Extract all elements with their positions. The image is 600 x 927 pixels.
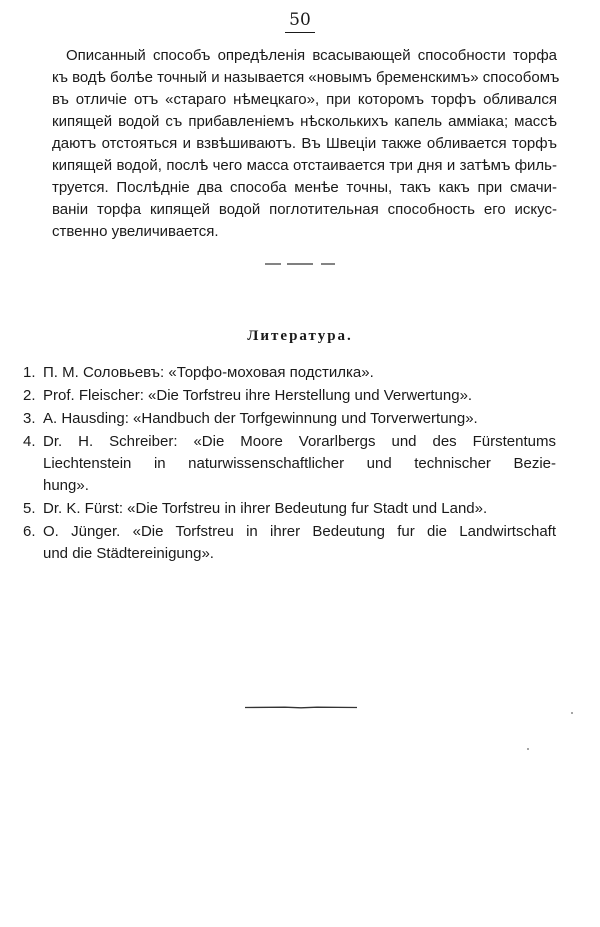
paragraph-line: въ отличіе отъ «стараго нѣмецкаго», при которомъ торфъ обливался [52,91,557,108]
paragraph-line: даютъ отстояться и взвѣшиваютъ. Въ Швеціи также обливается торфъ [52,135,557,152]
section-divider-ornament [265,262,335,266]
literature-item [23,431,556,497]
literature-item [23,408,556,430]
paragraph-line: къ водѣ болѣе точный и называется «новымъ бременскимъ» способомъ [52,69,560,86]
literature-item-text: П. М. Соловьевъ: «Торфо-моховая подстилка». [43,364,374,381]
literature-item [23,498,556,520]
literature-item-number: 2. [23,387,36,404]
literature-item-text: Dr. H. Schreiber: «Die Moore Vorarlbergs und des Fürstentums [43,433,556,450]
main-paragraph [52,45,560,243]
paragraph-line: кипящей водой съ прибавленіемъ нѣсколькихъ капель амміака; массѣ [52,113,557,130]
literature-item-text: Prof. Fleischer: «Die Torfstreu ihre Herstellung und Verwertung». [43,387,473,404]
literature-list [23,362,556,566]
paragraph-line: ственно увеличивается. [52,223,219,240]
literature-item-number: 1. [23,364,36,381]
literature-item-text: Dr. K. Fürst: «Die Torfstreu in ihrer Bedeutung fur Stadt und Land». [43,500,488,517]
paper-speck [527,748,529,750]
literature-item-text: hung». [43,477,89,494]
literature-heading: Литература. [247,328,353,344]
literature-item-text: und die Städtereinigung». [43,545,214,562]
literature-item-number: 4. [23,433,36,450]
literature-item-number: 6. [23,523,36,540]
literature-item [23,385,556,407]
literature-item [23,521,556,565]
end-rule-ornament [245,706,357,709]
paragraph-line: Описанный способъ опредѣленія всасывающей способности торфа [66,47,557,64]
paper-speck [571,712,573,714]
paragraph-line: кипящей водой, послѣ чего масса отстаивается три дня и затѣмъ филь- [52,157,557,174]
literature-item-text: O. Jünger. «Die Torfstreu in ihrer Bedeutung fur die Landwirtschaft [43,523,556,540]
page-number: 50 [0,9,600,33]
literature-item-number: 5. [23,500,36,517]
literature-item-text: Liechtenstein in naturwissenschaftlicher und technischer Bezie- [43,455,556,472]
literature-item-number: 3. [23,410,36,427]
literature-item-text: A. Hausding: «Handbuch der Torfgewinnung und Torverwertung». [43,410,478,427]
literature-item [23,362,556,384]
paragraph-line: труется. Послѣдніе два способа менѣе точны, такъ какъ при смачи- [52,179,557,196]
paragraph-line: ваніи торфа кипящей водой поглотительная способность его искус- [52,201,557,218]
